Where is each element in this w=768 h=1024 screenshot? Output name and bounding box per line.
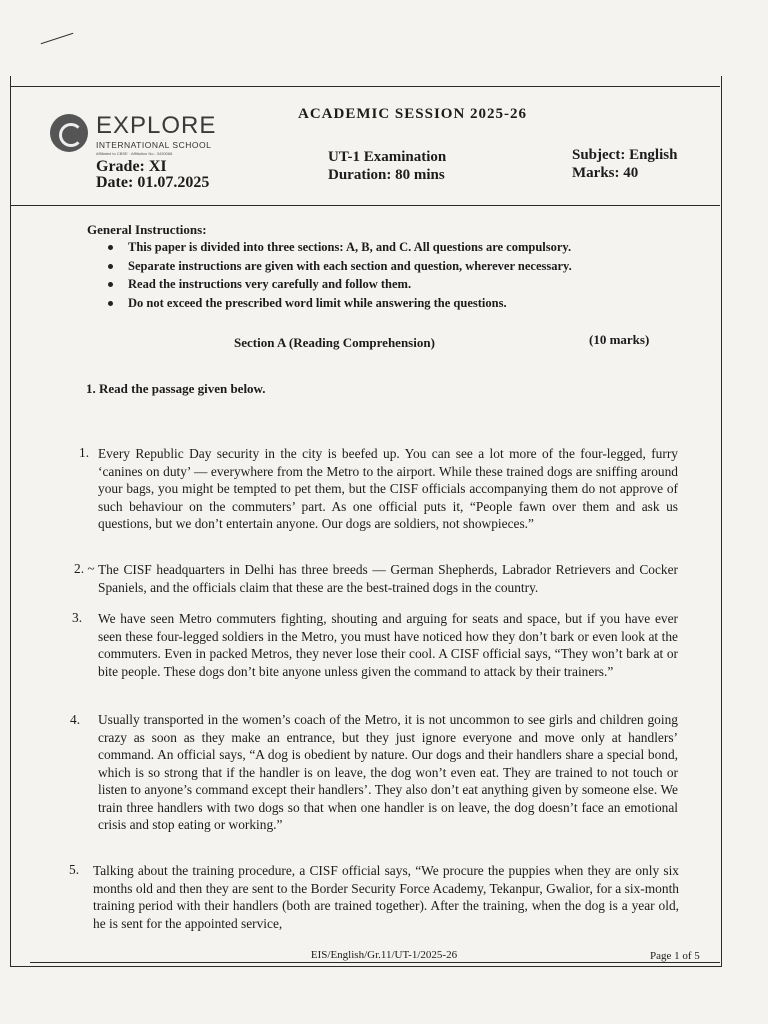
footer-rule <box>30 962 720 963</box>
paragraph-number: 5. <box>69 862 80 877</box>
paragraph-number: 2. ~ <box>74 561 95 576</box>
subject-label: Subject: English <box>572 147 678 163</box>
passage-paragraph: Every Republic Day security in the city is beefed up. You can see a lot more of the four-legged, furry ‘canines on duty’ — everywhere from the Metro to the airport. While these trained dogs are sniffing around your bags, you might be tempted to pet them, but the CISF officials accompanying them do not approve of such behaviour on the commuters’ part. As one official puts it, “People fawn over them and ask us questions, but we don’t entertain anyone. Our dogs are soldiers, not showpieces.” <box>98 446 678 531</box>
stray-pen-mark <box>41 33 74 44</box>
passage-paragraph: The CISF headquarters in Delhi has three breeds — German Shepherds, Labrador Retrievers and Cocker Spaniels, and the officials claim that these are the best-trained dogs in the country. <box>98 562 678 595</box>
duration-label: Duration: 80 mins <box>328 167 445 183</box>
passage-paragraph: Talking about the training procedure, a CISF official says, “We procure the puppies when they are only six months old and then they are sent to the Border Security Force Academy, Tekanpur, Gwalior, for a six-month training period with their handlers (both are trained together). After the training, when the dog is a year old, he is sent for the appointed service, <box>93 863 679 931</box>
instruction-item: Read the instructions very carefully and follow them. <box>108 275 572 294</box>
question-1-title: 1. Read the passage given below. <box>86 381 266 396</box>
page-number: Page 1 of 5 <box>650 950 700 962</box>
section-a-marks: (10 marks) <box>589 332 650 347</box>
school-emblem-icon <box>50 114 88 152</box>
instruction-item: Do not exceed the prescribed word limit while answering the questions. <box>108 294 572 313</box>
instructions-list <box>108 238 572 312</box>
footer-code: EIS/English/Gr.11/UT-1/2025-26 <box>310 949 458 961</box>
paragraph-number: 3. <box>72 610 83 625</box>
school-subtitle: INTERNATIONAL SCHOOL <box>96 140 212 150</box>
marks-label: Marks: 40 <box>572 165 639 181</box>
passage-paragraph: We have seen Metro commuters fighting, shouting and arguing for seats and space, but if you have ever seen these four-legged soldiers in the Metro, you must have noticed how they don’t bark or even look at the commuters. Even in packed Metros, they never lose their cool. A CISF official says, “They won’t bark at or bite people. These dogs don’t bite anyone unless given the command to attack by their trainers.” <box>98 611 678 679</box>
date-label: Date: 01.07.2025 <box>96 174 210 191</box>
school-logo <box>50 110 220 160</box>
paragraph-number: 4. <box>70 712 81 727</box>
exam-name: UT-1 Examination <box>328 149 447 165</box>
passage-paragraph: Usually transported in the women’s coach of the Metro, it is not uncommon to see girls and children going crazy as soon as they make an entrance, but they just ignore everyone and move only at handlers’ command. An official says, “A dog is obedient by nature. Our dogs and their handlers share a special bond, which is so strong that if the handler is on leave, the dog won’t even eat. They are trained to not touch or listen to anyone’s command except their handlers’. They also don’t eat anything given by someone else. We train three handlers with two dogs so that when one handler is on leave, the dog doesn’t face an emotional crisis and stop eating or working.” <box>98 712 678 832</box>
instructions-title: General Instructions: <box>87 222 207 237</box>
paragraph-number: 1. <box>79 445 90 460</box>
section-a-title: Section A (Reading Comprehension) <box>234 335 435 350</box>
school-affiliation: Affiliated to CBSE · Affiliation No.: 3430068 <box>96 151 173 156</box>
instruction-item: Separate instructions are given with each section and question, wherever necessary. <box>108 257 572 276</box>
session-title: ACADEMIC SESSION 2025-26 <box>298 106 528 122</box>
grade-label: Grade: XI <box>96 158 167 175</box>
instruction-item: This paper is divided into three sections: A, B, and C. All questions are compulsory. <box>108 238 572 257</box>
school-name: EXPLORE <box>96 112 217 139</box>
